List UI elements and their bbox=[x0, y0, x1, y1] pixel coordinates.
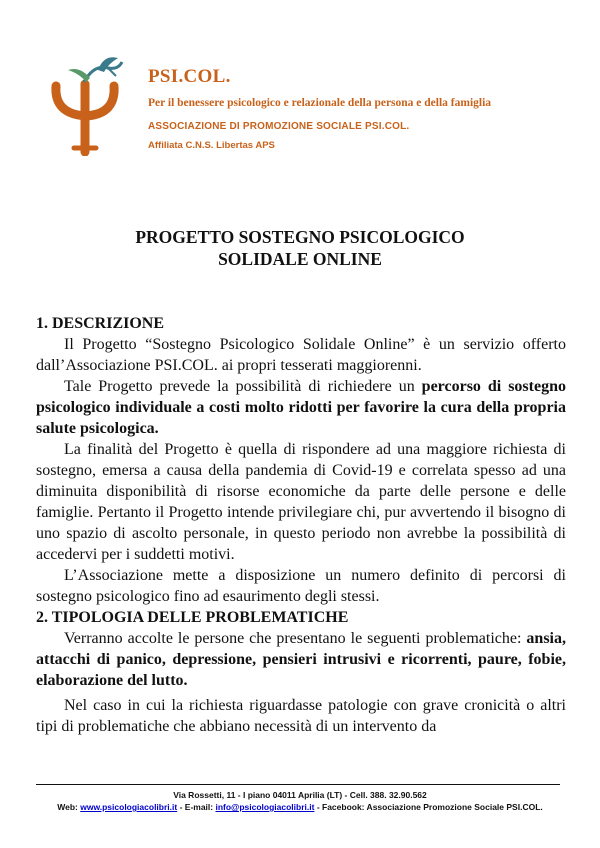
title-line-2: SOLIDALE ONLINE bbox=[218, 249, 382, 269]
paragraph-bold-text: percorso di sostegno psicologico individuale a costi molto ridotti per favorire la cura della propria salute psicologica. bbox=[36, 378, 566, 437]
section-2-paragraph-1 bbox=[36, 628, 566, 691]
footer-address: Via Rossetti, 11 - I piano 04011 Aprilia (LT) - Cell. 388. 32.90.562 bbox=[173, 790, 427, 800]
paragraph-text: Tale Progetto prevede la possibilità di richiedere un bbox=[64, 378, 422, 395]
footer-contacts bbox=[0, 802, 600, 812]
section-1-heading: 1. DESCRIZIONE bbox=[36, 315, 165, 332]
hummingbird-psi-icon bbox=[46, 56, 132, 156]
section-1-paragraph-4: L’Associazione mette a disposizione un numero definito di percorsi di sostegno psicologico fino ad esaurimento degli stessi. bbox=[36, 567, 566, 605]
email-label: - E-mail: bbox=[177, 802, 216, 812]
footer-divider bbox=[36, 784, 560, 785]
association-name: ASSOCIAZIONE DI PROMOZIONE SOCIALE PSI.COL. bbox=[148, 121, 410, 132]
title-line-1: PROGETTO SOSTEGNO PSICOLOGICO bbox=[135, 227, 465, 247]
psicol-logo bbox=[46, 56, 132, 156]
section-1-paragraph-1: Il Progetto “Sostegno Psicologico Solidale Online” è un servizio offerto dall’Associazione PSI.COL. ai propri tesserati maggiorenni. bbox=[36, 336, 566, 374]
email-link[interactable]: info@psicologiacolibri.it bbox=[215, 802, 315, 812]
facebook-text: - Facebook: Associazione Promozione Sociale PSI.COL. bbox=[314, 802, 543, 812]
web-label: Web: bbox=[57, 802, 81, 812]
section-1-paragraph-2 bbox=[36, 376, 566, 439]
paragraph-bold-text: ansia, attacchi di panico, depressione, pensieri intrusivi e ricorrenti, paure, fobie, elaborazione del lutto. bbox=[36, 630, 566, 689]
section-2-paragraph-2: Nel caso in cui la richiesta riguardasse patologie con grave cronicità o altri tipi di problematiche che abbiano necessità di un intervento da bbox=[36, 697, 566, 735]
section-2-heading: 2. TIPOLOGIA DELLE PROBLEMATICHE bbox=[36, 609, 349, 626]
document-title bbox=[0, 226, 600, 270]
brand-name: PSI.COL. bbox=[148, 66, 231, 87]
website-link[interactable]: www.psicologiacolibri.it bbox=[80, 802, 178, 812]
brand-tagline: Per il benessere psicologico e relazionale della persona e della famiglia bbox=[148, 97, 492, 109]
section-1-paragraph-3: La finalità del Progetto è quella di rispondere ad una maggiore richiesta di sostegno, emersa a causa della pandemia di Covid-19 e correlata spesso ad una diminuita disponibilità di risorse economiche da parte delle persone e delle famiglie. Pertanto il Progetto intende privilegiare chi, pur avvertendo il bisogno di uno spazio di ascolto personale, in questo periodo non avrebbe la possibilità di accedervi per i suddetti motivi. bbox=[36, 441, 566, 563]
paragraph-text: Verranno accolte le persone che presentano le seguenti problematiche: bbox=[64, 630, 527, 647]
affiliation-line: Affiliata C.N.S. Libertas APS bbox=[148, 140, 275, 151]
document-body bbox=[36, 313, 566, 737]
